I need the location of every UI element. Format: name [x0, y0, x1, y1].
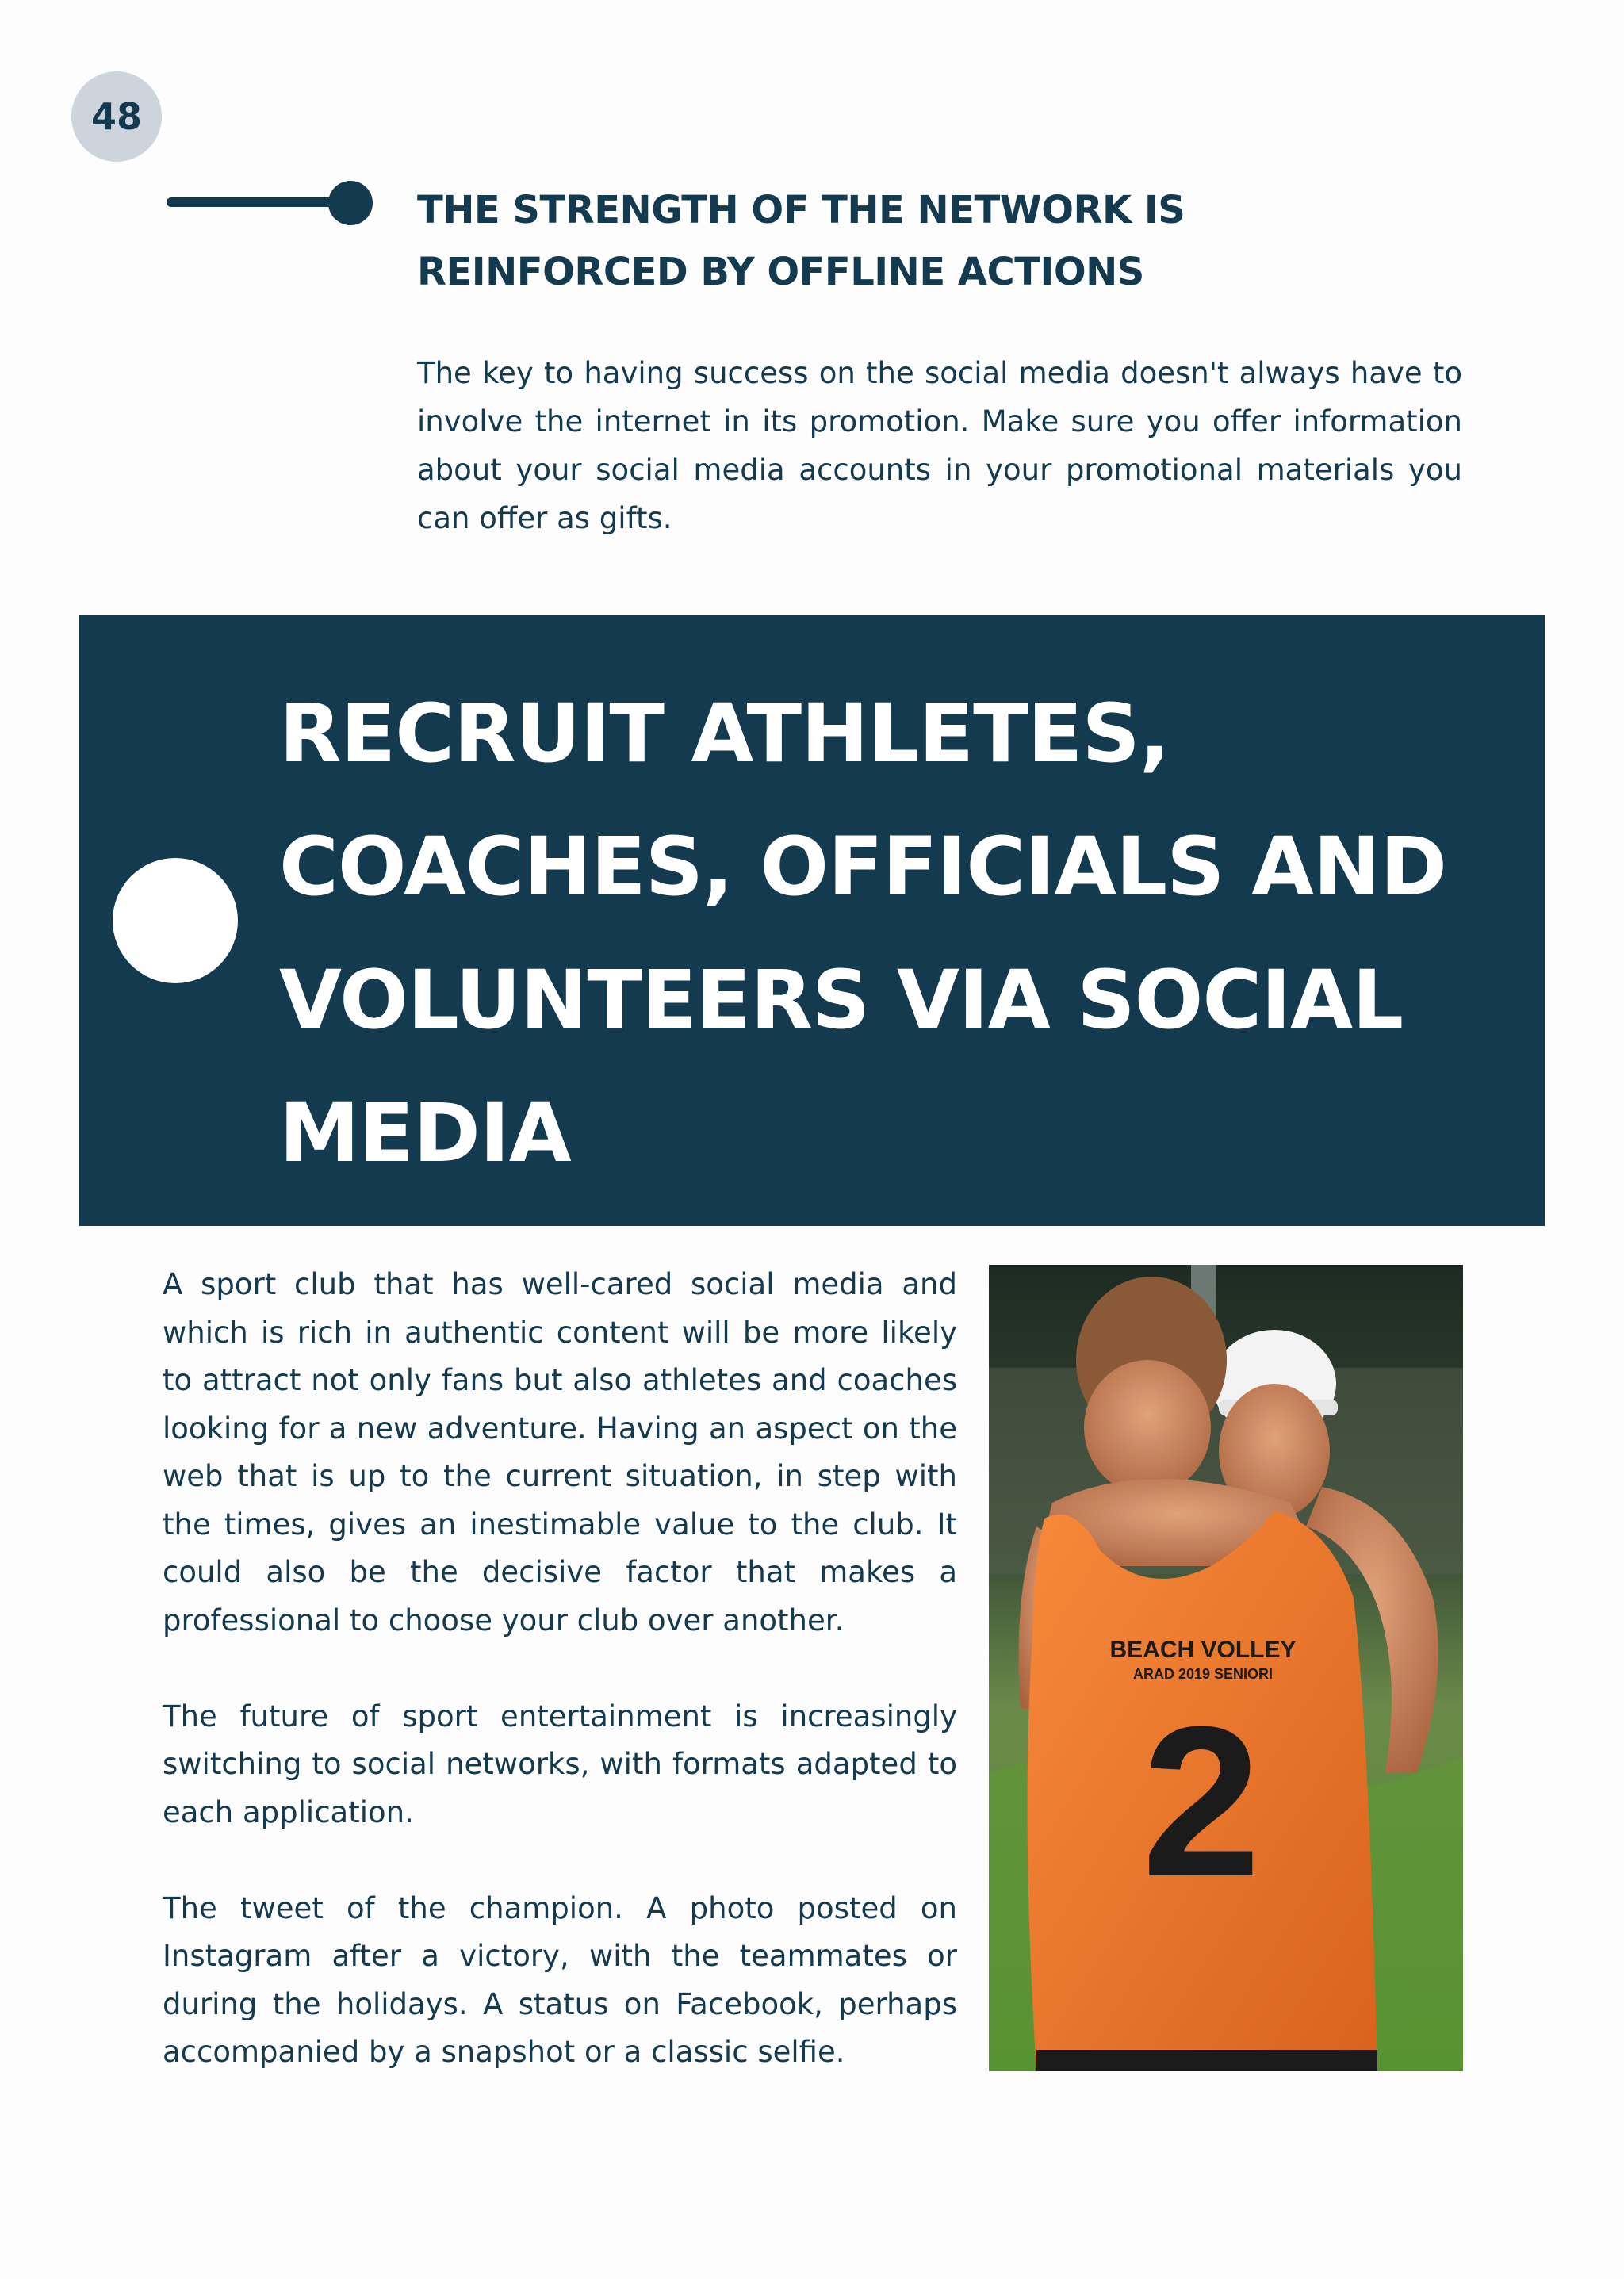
- body-paragraph-3: The tweet of the champion. A photo posted on Instagram after a victory, with the teammates or during the holidays. A status on Facebook, perhaps accompanied by a snapshot or a classic selfie.: [163, 1890, 957, 2069]
- body-paragraph-2: The future of sport entertainment is increasingly switching to social networks, with formats adapted to each application.: [163, 1699, 957, 1829]
- connector-dot: [328, 181, 373, 225]
- body-paragraph-1: A sport club that has well-cared social media and which is rich in authentic content will be more likely to attract not only fans but also athletes and coaches looking for a new adventure. Having an aspect on the web that is up to the current situation, in step with the times, gives an inestimable value to the club. It could also be the decisive factor that makes a professional to choose your club over another.: [163, 1267, 957, 1637]
- banner-title: RECRUIT ATHLETES, COACHES, OFFICIALS AND VOLUNTEERS VIA SOCIAL MEDIA: [279, 687, 1447, 1181]
- section-paragraph: The key to having success on the social media doesn't always have to involve the internet in its promotion. Make sure you offer information about your social media accounts in your promotional materials you can offer as gifts.: [417, 356, 1462, 535]
- page-number: 48: [90, 95, 142, 138]
- jersey-line-2: ARAD 2019 SENIORI: [1132, 1666, 1274, 1682]
- body-text-column: [163, 1261, 957, 2124]
- section-heading: THE STRENGTH OF THE NETWORK IS REINFORCED BY OFFLINE ACTIONS: [417, 188, 1185, 294]
- jersey-line-1: BEACH VOLLEY: [1109, 1637, 1297, 1663]
- banner-circle-icon: [113, 858, 238, 983]
- title-banner: [79, 615, 1545, 1226]
- athletes-hug-photo: [989, 1265, 1463, 2071]
- connector-line: [167, 197, 345, 207]
- jersey-number: 2: [1141, 1683, 1262, 1921]
- page-number-badge: [71, 71, 162, 162]
